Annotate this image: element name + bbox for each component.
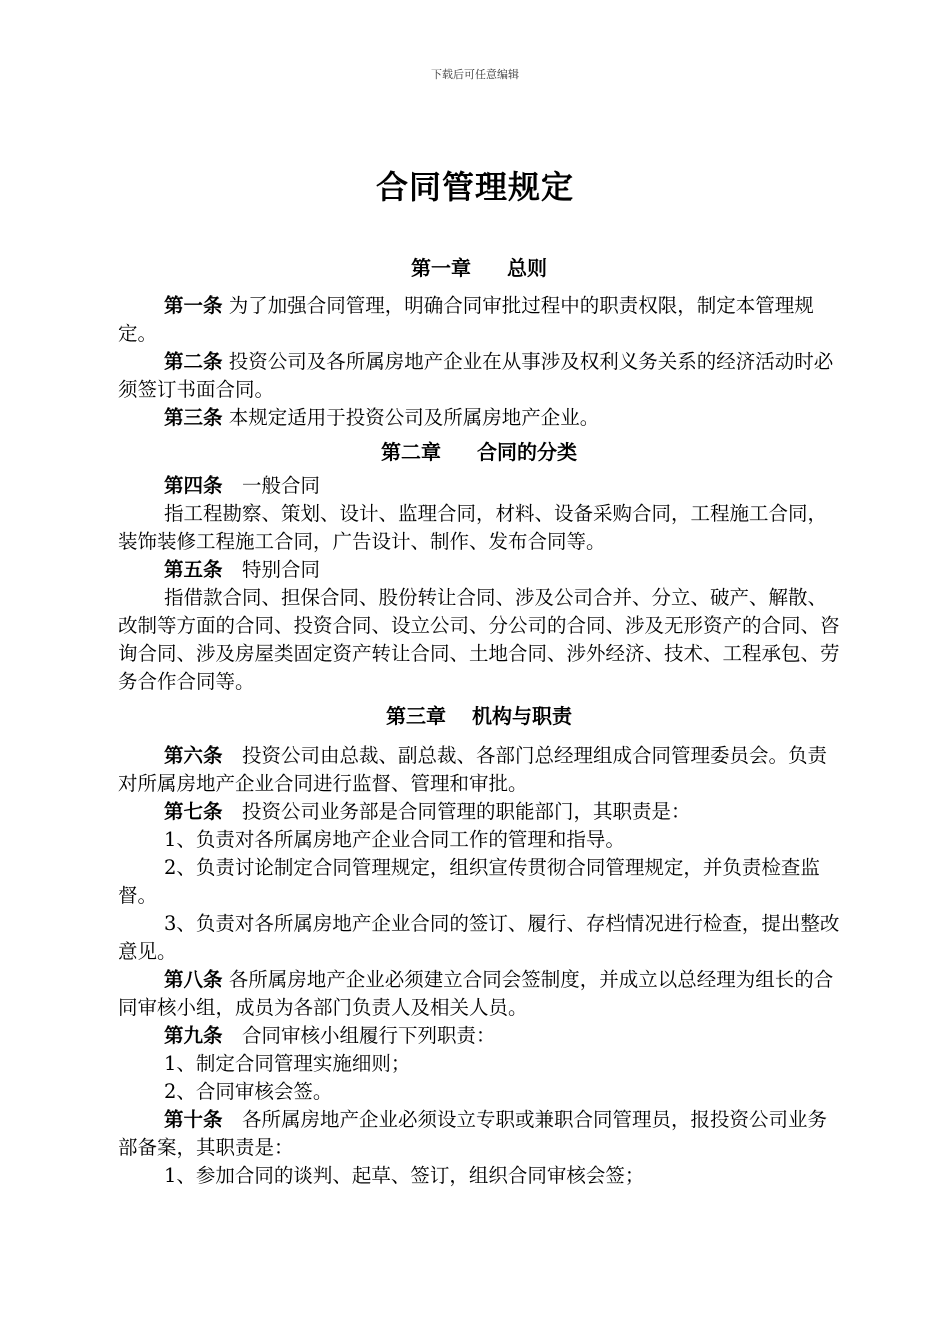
article-label: 第二条 — [164, 350, 223, 373]
article-9 — [118, 1022, 840, 1050]
chapter-3-heading — [118, 696, 840, 736]
article-text: 投资公司业务部是合同管理的职能部门，其职责是： — [222, 800, 691, 823]
chapter-number: 第一章 — [411, 256, 471, 280]
article-label: 第十条 — [164, 1108, 223, 1131]
article-10 — [118, 1106, 840, 1162]
article-text: 合同审核小组履行下列职责： — [222, 1024, 496, 1047]
article-10-item-1 — [118, 1162, 840, 1190]
article-4 — [118, 472, 840, 500]
article-4-detail — [118, 500, 840, 556]
article-text: 投资公司由总裁、副总裁、各部门总经理组成合同管理委员会。负责对所属房地产企业合同进行监督、管理和审批。 — [118, 744, 828, 795]
list-item-text: 1、负责对各所属房地产企业合同工作的管理和指导。 — [164, 828, 625, 851]
chapter-number: 第二章 — [381, 440, 441, 464]
article-3 — [118, 404, 840, 432]
article-label: 第五条 — [164, 558, 223, 581]
article-text: 特别合同 — [222, 558, 321, 581]
chapter-name: 合同的分类 — [477, 440, 577, 464]
article-text: 为了加强合同管理，明确合同审批过程中的职责权限，制定本管理规定。 — [118, 294, 814, 345]
article-2 — [118, 348, 840, 404]
chapter-2-heading — [118, 432, 840, 472]
article-7-item-1 — [118, 826, 840, 854]
article-label: 第一条 — [164, 294, 223, 317]
article-label: 第九条 — [164, 1024, 223, 1047]
article-9-item-1 — [118, 1050, 840, 1078]
chapter-number: 第三章 — [386, 704, 446, 728]
paragraph-text: 指工程勘察、策划、设计、监理合同，材料、设备采购合同，工程施工合同，装饰装修工程施工合同，广告设计、制作、发布合同等。 — [118, 502, 828, 553]
article-text: 各所属房地产企业必须建立合同会签制度，并成立以总经理为组长的合同审核小组，成员为各部门负责人及相关人员。 — [118, 968, 834, 1019]
document-body — [118, 248, 840, 1190]
article-7-item-3 — [118, 910, 840, 966]
article-label: 第八条 — [164, 968, 223, 991]
article-text: 本规定适用于投资公司及所属房地产企业。 — [222, 406, 600, 429]
paragraph-text: 指借款合同、担保合同、股份转让合同、涉及公司合并、分立、破产、解散、改制等方面的合同、投资合同、设立公司、分公司的合同、涉及无形资产的合同、咨询合同、涉及房屋类固定资产转让合同、土地合同、涉外经济、技术、工程承包、劳务合作合同等。 — [118, 586, 840, 693]
article-9-item-2 — [118, 1078, 840, 1106]
list-item-text: 2、负责讨论制定合同管理规定，组织宣传贯彻合同管理规定，并负责检查监督。 — [118, 856, 820, 907]
article-text: 投资公司及各所属房地产企业在从事涉及权利义务关系的经济活动时必须签订书面合同。 — [118, 350, 834, 401]
article-5-detail — [118, 584, 840, 696]
list-item-text: 2、合同审核会签。 — [164, 1080, 333, 1103]
article-label: 第七条 — [164, 800, 223, 823]
article-6 — [118, 742, 840, 798]
document-title: 合同管理规定 — [375, 168, 574, 206]
chapter-name: 机构与职责 — [472, 704, 572, 728]
list-item-text: 1、制定合同管理实施细则； — [164, 1052, 411, 1075]
article-5 — [118, 556, 840, 584]
list-item-text: 1、参加合同的谈判、起草、签订，组织合同审核会签； — [164, 1164, 645, 1187]
list-item-text: 3、负责对各所属房地产企业合同的签订、履行、存档情况进行检查，提出整改意见。 — [118, 912, 840, 963]
article-label: 第六条 — [164, 744, 223, 767]
article-label: 第三条 — [164, 406, 223, 429]
article-text: 一般合同 — [222, 474, 321, 497]
chapter-1-heading — [118, 248, 840, 288]
article-7 — [118, 798, 840, 826]
header-note: 下载后可任意编辑 — [431, 68, 519, 81]
chapter-name: 总则 — [507, 256, 547, 280]
article-8 — [118, 966, 840, 1022]
article-label: 第四条 — [164, 474, 223, 497]
article-text: 各所属房地产企业必须设立专职或兼职合同管理员，报投资公司业务部备案，其职责是： — [118, 1108, 828, 1159]
article-1 — [118, 292, 840, 348]
article-7-item-2 — [118, 854, 840, 910]
